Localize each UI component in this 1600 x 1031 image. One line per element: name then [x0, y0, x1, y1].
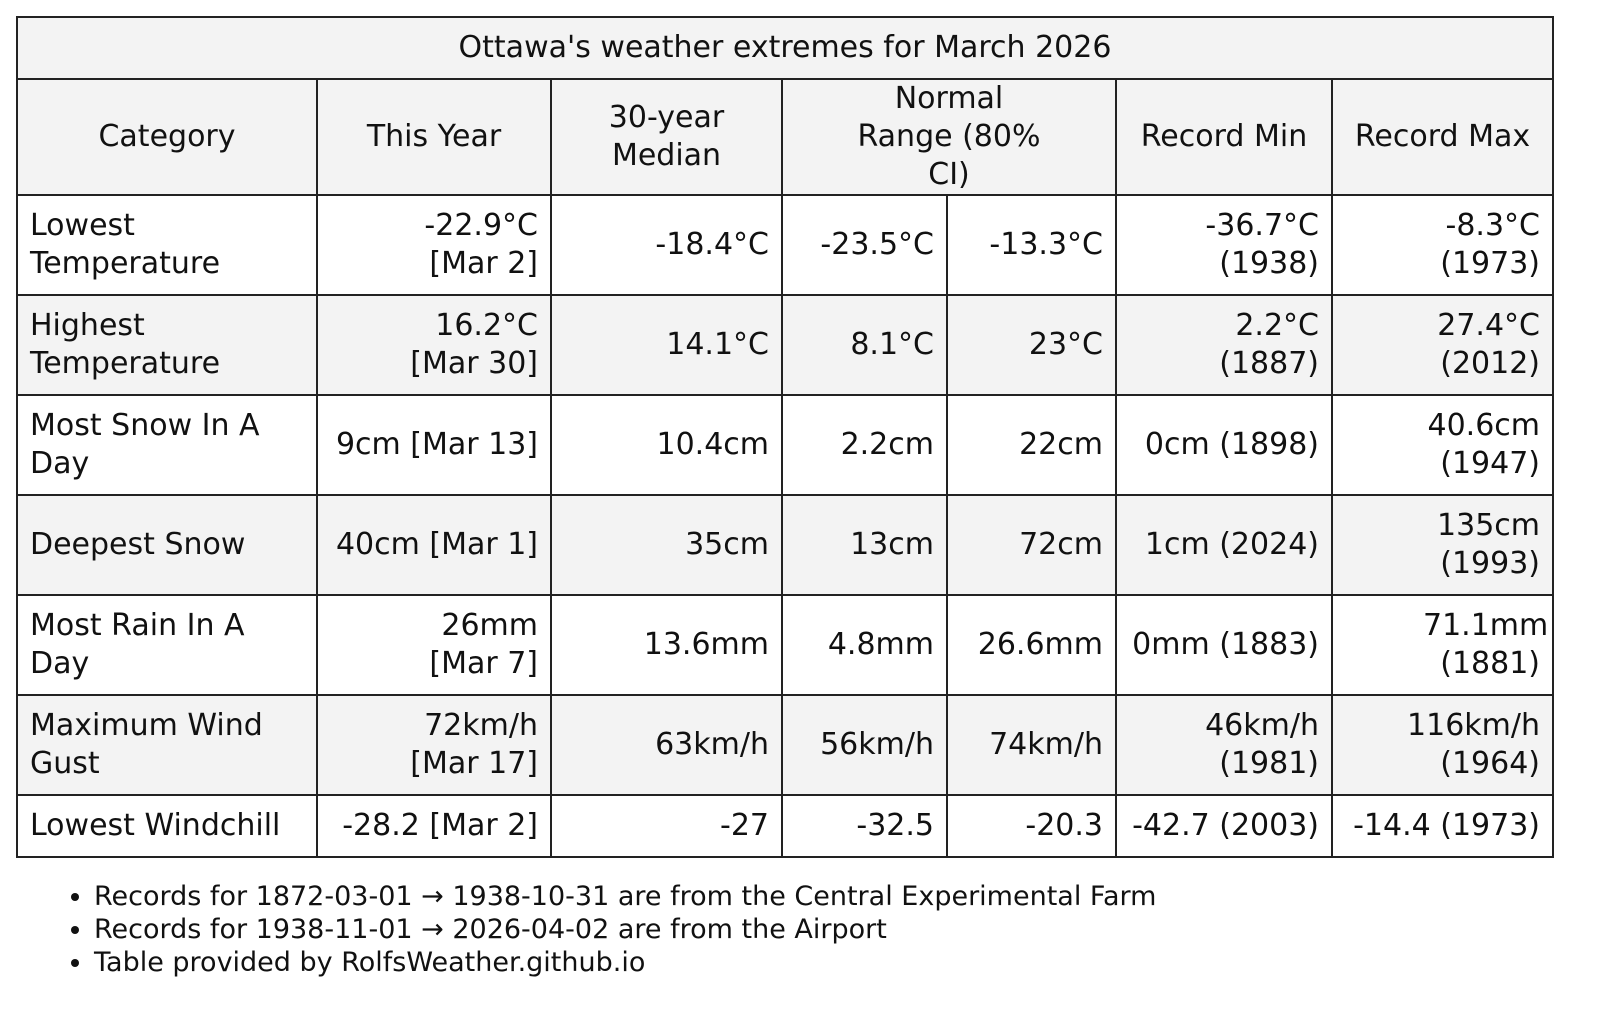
header-record-min: Record Min	[1116, 79, 1332, 195]
row-range-high: -13.3°C	[947, 195, 1116, 295]
row-this-year: 16.2°C [Mar 30]	[317, 295, 551, 395]
source-note: • Records for 1938-11-01 → 2026-04-02 are from the Airport	[94, 913, 1156, 946]
header-record-max: Record Max	[1332, 79, 1553, 195]
source-note: • Records for 1872-03-01 → 1938-10-31 are from the Central Experimental Farm	[94, 880, 1156, 913]
row-median: 35cm	[551, 495, 782, 595]
row-category: Highest Temperature	[17, 295, 317, 395]
row-this-year: 72km/h [Mar 17]	[317, 695, 551, 795]
row-range-high: 72cm	[947, 495, 1116, 595]
row-category: Most Rain In A Day	[17, 595, 317, 695]
row-this-year: -28.2 [Mar 2]	[317, 795, 551, 857]
table-title-row	[17, 17, 1553, 79]
row-record-min: 46km/h (1981)	[1116, 695, 1332, 795]
row-median: 14.1°C	[551, 295, 782, 395]
row-category: Lowest Windchill	[17, 795, 317, 857]
table-title: Ottawa's weather extremes for March 2026	[17, 17, 1553, 79]
row-record-min: 0cm (1898)	[1116, 395, 1332, 495]
row-range-high: -20.3	[947, 795, 1116, 857]
row-record-max: 27.4°C (2012)	[1332, 295, 1553, 395]
row-range-low: 56km/h	[782, 695, 947, 795]
table-row	[17, 395, 1553, 495]
row-range-low: -32.5	[782, 795, 947, 857]
weather-extremes-table-container	[16, 16, 1552, 858]
row-range-low: 2.2cm	[782, 395, 947, 495]
row-record-min: -42.7 (2003)	[1116, 795, 1332, 857]
row-record-max: -8.3°C (1973)	[1332, 195, 1553, 295]
row-record-min: -36.7°C (1938)	[1116, 195, 1332, 295]
row-this-year: 40cm [Mar 1]	[317, 495, 551, 595]
row-this-year: -22.9°C [Mar 2]	[317, 195, 551, 295]
row-this-year: 26mm [Mar 7]	[317, 595, 551, 695]
row-median: -27	[551, 795, 782, 857]
table-row	[17, 695, 1553, 795]
row-category: Lowest Temperature	[17, 195, 317, 295]
row-record-min: 1cm (2024)	[1116, 495, 1332, 595]
row-category: Most Snow In A Day	[17, 395, 317, 495]
row-record-min: 2.2°C (1887)	[1116, 295, 1332, 395]
row-range-high: 22cm	[947, 395, 1116, 495]
row-range-high: 74km/h	[947, 695, 1116, 795]
table-header-row	[17, 79, 1553, 195]
row-median: 10.4cm	[551, 395, 782, 495]
header-median: 30-year Median	[551, 79, 782, 195]
row-this-year: 9cm [Mar 13]	[317, 395, 551, 495]
source-note: • Table provided by RolfsWeather.github.io	[94, 946, 1156, 979]
row-range-low: 8.1°C	[782, 295, 947, 395]
table-row	[17, 795, 1553, 857]
source-notes-list	[64, 880, 1156, 979]
row-record-max: 116km/h (1964)	[1332, 695, 1553, 795]
table-row	[17, 495, 1553, 595]
row-median: -18.4°C	[551, 195, 782, 295]
row-range-low: 13cm	[782, 495, 947, 595]
row-range-high: 23°C	[947, 295, 1116, 395]
row-record-max: 135cm (1993)	[1332, 495, 1553, 595]
header-normal-range: Normal Range (80% CI)	[782, 79, 1116, 195]
header-this-year: This Year	[317, 79, 551, 195]
header-category: Category	[17, 79, 317, 195]
row-record-min: 0mm (1883)	[1116, 595, 1332, 695]
row-median: 63km/h	[551, 695, 782, 795]
table-row	[17, 595, 1553, 695]
row-record-max: 40.6cm (1947)	[1332, 395, 1553, 495]
row-range-low: -23.5°C	[782, 195, 947, 295]
row-range-low: 4.8mm	[782, 595, 947, 695]
row-record-max: -14.4 (1973)	[1332, 795, 1553, 857]
row-record-max: 71.1mm (1881)	[1332, 595, 1553, 695]
table-row	[17, 295, 1553, 395]
table-row	[17, 195, 1553, 295]
row-category: Maximum Wind Gust	[17, 695, 317, 795]
row-range-high: 26.6mm	[947, 595, 1116, 695]
weather-extremes-table	[16, 16, 1554, 858]
row-median: 13.6mm	[551, 595, 782, 695]
row-category: Deepest Snow	[17, 495, 317, 595]
